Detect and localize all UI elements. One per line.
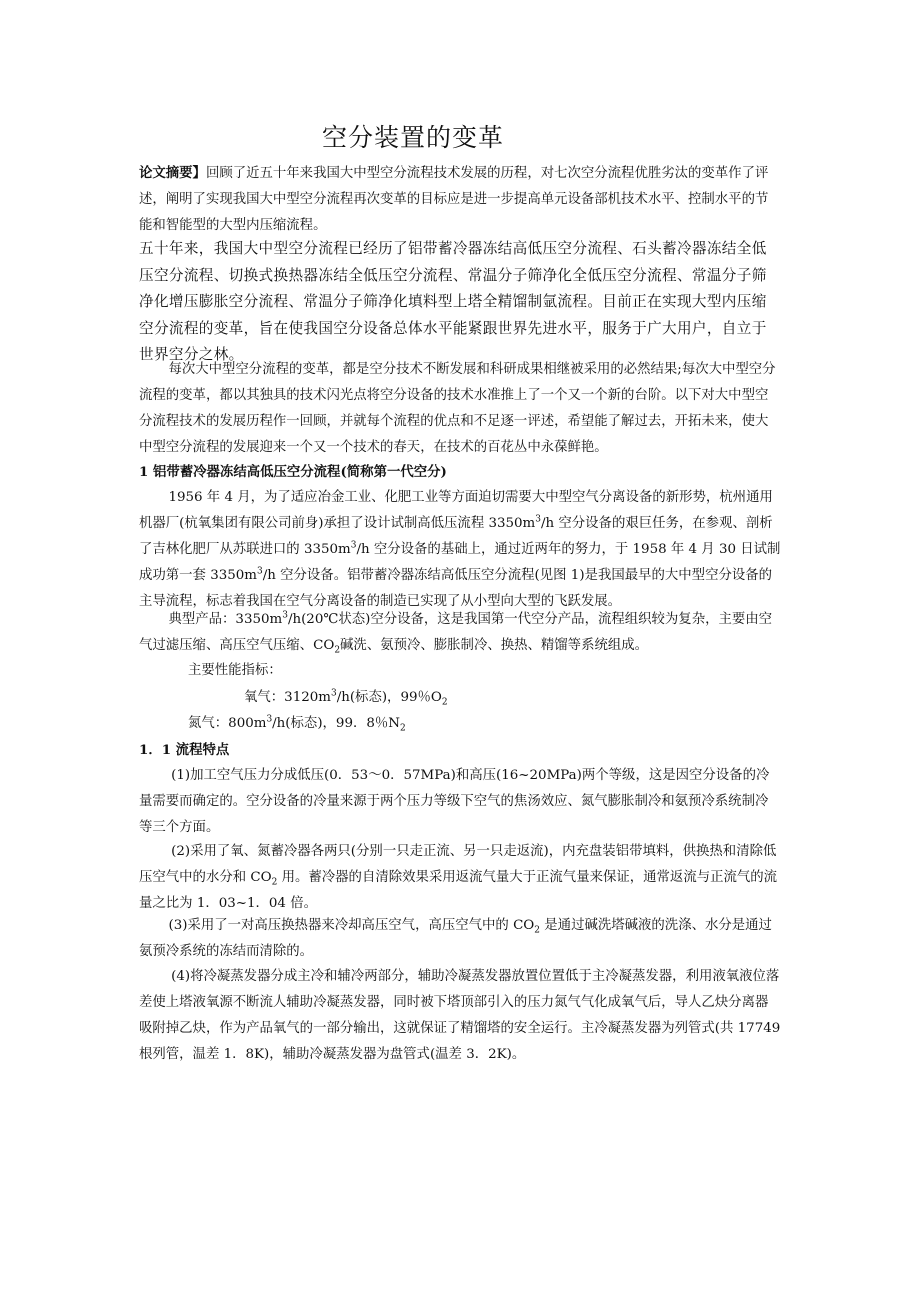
intro-paragraph: 五十年来，我国大中型空分流程已经历了铝带蓄冷器冻结高低压空分流程、石头蓄冷器冻结全低压空分流程、切换式换热器冻结全低压空分流程、常温分子筛净化全低压空分流程、常温分子筛净化增压膨胀空分流程、常温分子筛净化填料型上塔全精馏制氩流程。目前正在实现大型内压缩空分流程的变革，旨在使我国空分设备总体水平能紧跟世界先进水平，服务于广大用户，自立于世界空分之林。 [139,240,767,363]
oxygen-spec: 氧气：$3120m^3/h$(标态)，99％$O_2$ [244,688,448,708]
page-title: 空分装置的变革 [322,123,505,152]
performance-label: 主要性能指标： [188,663,282,678]
section-1-paragraph: 1956 年 4 月，为了适应冶金工业、化肥工业等方面迫切需要大中型空气分离设备的新形势，杭州通用机器厂(杭氧集团有限公司前身)承担了设计试制高低压流程 $3350m^3/h$ 空分设备的艰巨任务，在参观、剖析了吉林化肥厂从苏联进口的 $3350m^3/h$ 空分设备的基础上，通过近两年的努力，于 1958 年 4 月 30 日试制成功第一套 $3350m^3/h$ 空分设备。铝带蓄冷器冻结高低压空分流程(见图 1)是我国最早的大中型空分设备的主导流程，标志着我国在空气分离设备的制造已实现了从小型向大型的飞跃发展。 [139,490,781,609]
section-1-1-heading: 1．1 流程特点 [139,742,230,758]
nitrogen-spec: 氮气：$800m^3/h$(标态)，99．8％$N_2$ [188,714,406,734]
abstract-paragraph [139,160,781,239]
abstract-text: 回顾了近五十年来我国大中型空分流程技术发展的历程，对七次空分流程优胜劣汰的变革作了评述，阐明了实现我国大中型空分流程再次变革的目标应是进一步提高单元设备部机技术水平、控制水平的节能和智能型的大型内压缩流程。 [139,166,769,233]
feature-item-1: (1)加工空气压力分成低压(0．53～0．57MPa)和高压(16~20MPa)两个等级，这是因空分设备的冷量需要而确定的。空分设备的冷量来源于两个压力等级下空气的焦汤效应、氮气膨胀制冷和氨预冷系统制冷等三个方面。 [139,768,770,835]
paragraph-2: 每次大中型空分流程的变革，都是空分技术不断发展和科研成果相继被采用的必然结果;每次大中型空分流程的变革，都以其独具的技术闪光点将空分设备的技术水准推上了一个又一个新的台阶。以下对大中型空分流程技术的发展历程作一回顾，并就每个流程的优点和不足逐一评述，希望能了解过去，开拓未来，使大中型空分流程的发展迎来一个又一个技术的春天，在技术的百花丛中永葆鲜艳。 [139,362,776,455]
typical-product-paragraph: 典型产品：$3350m^3/h(20℃$状态)空分设备，这是我国第一代空分产品，流程组织较为复杂，主要由空气过滤压缩、高压空气压缩、$CO_2$碱洗、氨预冷、膨胀制冷、换热、精馏等系统组成。 [139,610,773,656]
abstract-label: 论文摘要】 [139,165,206,181]
section-1-heading: 1 铝带蓄冷器冻结高低压空分流程(简称第一代空分) [139,464,447,480]
feature-item-2: (2)采用了氧、氮蓄冷器各两只(分别一只走正流、另一只走返流)，内充盘装铝带填料，供换热和清除低压空气中的水分和 $CO_2$ 用。蓄冷器的自清除效果采用返流气量大于正流气量来保证，通常返流与正流气的流量之比为 1．03~1．04 倍。 [139,844,778,911]
feature-item-4: (4)将冷凝蒸发器分成主冷和辅冷两部分，辅助冷凝蒸发器放置位置低于主冷凝蒸发器，利用液氧液位落差使上塔液氧源不断流人辅助冷凝蒸发器，同时被下塔顶部引入的压力氮气气化成氧气后，导人乙炔分离器吸附掉乙炔，作为产品氧气的一部分输出，这就保证了精馏塔的安全运行。主冷凝蒸发器为列管式(共 17749 根列管，温差 1．8K)，辅助冷凝蒸发器为盘管式(温差 3．2K)。 [139,969,781,1062]
feature-item-3: (3)采用了一对高压换热器来冷却高压空气，高压空气中的 $CO_2$ 是通过碱洗塔碱液的洗涤、水分是通过氨预冷系统的冻结而清除的。 [139,918,772,959]
